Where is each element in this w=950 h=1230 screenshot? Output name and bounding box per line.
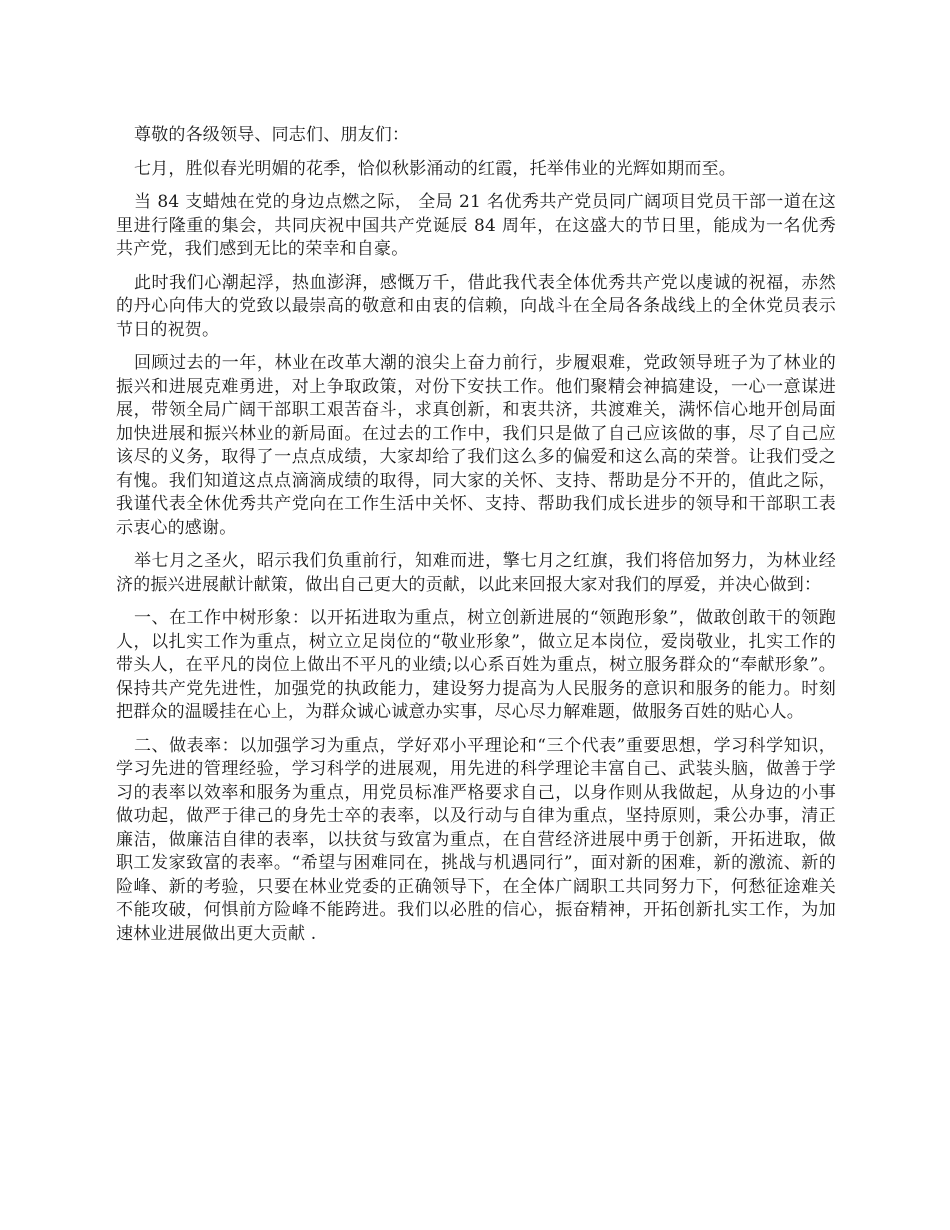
paragraph-review: 回顾过去的一年，林业在改革大潮的浪尖上奋力前行，步履艰难，党政领导班子为了林业的振兴和进展克难勇进，对上争取政策，对份下安扶工作。他们聚精会神搞建设，一心一意谋进展，带领全局广阔干部职工艰苦奋斗，求真创新，和衷共济，共渡难关，满怀信心地开创局面加快进展和振兴林业的新局面。在过去的工作中，我们只是做了自己应该做的事，尽了自己应该尽的义务，取得了一点点成绩，大家却给了我们这么多的偏爱和这么高的荣誉。让我们受之有愧。我们知道这点点滴滴成绩的取得，同大家的关怀、支持、帮助是分不开的，值此之际，我谨代表全休优秀共产党向在工作生活中关怀、支持、帮助我们成长进步的领导和干部职工表示衷心的感谢。 — [116, 353, 836, 538]
paragraph-opening: 七月，胜似春光明媚的花季，恰似秋影涌动的红霞，托举伟业的光辉如期而至。 — [134, 158, 736, 179]
paragraph-gratitude: 此时我们心潮起浮，热血澎湃，感慨万千，借此我代表全体优秀共产党以虔诚的祝福，赤然的丹心向伟大的党致以最崇高的敬意和由衷的信赖，向战斗在全局各条战线上的全休党员表示节日的祝贺。 — [116, 272, 836, 340]
paragraph-celebration: 当 84 支蜡烛在党的身边点燃之际， 全局 21 名优秀共产党员同广阔项目党员干部一道在这里进行隆重的集会，共同庆祝中国共产党诞辰 84 周年，在这盛大的节日里，能成为一名优秀共产党，我们感到无比的荣幸和自豪。 — [116, 192, 836, 259]
document-page — [116, 124, 836, 956]
salutation: 尊敬的各级领导、同志们、朋友们： — [134, 125, 410, 145]
paragraph-point-two: 二、做表率：以加强学习为重点，学好邓小平理论和“三个代表”重要思想，学习科学知识，学习先进的管理经验，学习科学的进展观，用先进的科学理论丰富自己、武装头脑，做善于学习的表率以效率和服务为重点，用党员标准严格要求自己，以身作则从我做起，从身边的小事做功起，做严于律己的身先士卒的表率，以及行动与自律为重点，坚持原则，秉公办事，清正廉洁，做廉洁自律的表率，以扶贫与致富为重点，在自营经济进展中勇于创新，开拓进取，做职工发家致富的表率。“希望与困难同在，挑战与机遇同行”，面对新的困难，新的激流、新的险峰、新的考验，只要在林业党委的正确领导下，在全体广阔职工共同努力下，何愁征途难关不能攻破，何惧前方险峰不能跨进。我们以必胜的信心，振奋精神，开拓创新扎实工作，为加速林业进展做出更大贡献 . — [116, 735, 836, 944]
paragraph-resolve: 举七月之圣火，昭示我们负重前行，知难而进，擎七月之红旗，我们将倍加努力，为林业经济的振兴进展献计献策，做出自己更大的贡献，以此来回报大家对我们的厚爱，并决心做到： — [116, 551, 836, 595]
paragraph-point-one: 一、在工作中树形象：以开拓进取为重点，树立创新进展的“领跑形象”，做敢创敢干的领跑人，以扎实工作为重点，树立立足岗位的“敬业形象”，做立足本岗位，爱岗敬业，扎实工作的带头人，在平凡的岗位上做出不平凡的业绩;以心系百姓为重点，树立服务群众的“奉献形象”。保持共产党先进性，加强党的执政能力，建设努力提高为人民服务的意识和服务的能力。时刻把群众的温暖挂在心上，为群众诚心诚意办实事，尽心尽力解难题，做服务百姓的贴心人。 — [116, 608, 836, 722]
